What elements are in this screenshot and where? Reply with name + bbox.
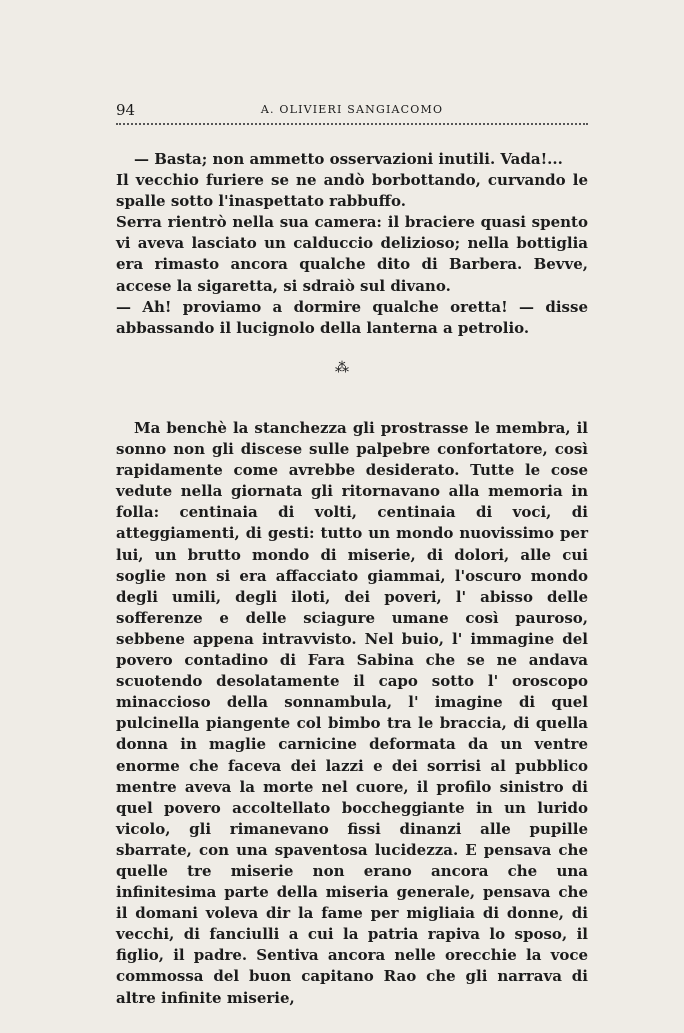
section-two-text: Ma benchè la stanchezza gli prostrasse le membra, il sonno non gli discese sulle palpebre confortatore, così rapidamente come avrebbe desiderato. Tutte le cose vedute nella giornata gli ritornavano alla memoria in folla: centinaia di volti, centinaia di voci, di atteggiamenti, di gesti: tutto un mondo nuovissimo per lui, un brutto mondo di miserie, di dolori, alle cui soglie non si era affacciato giammai, l'oscuro mondo degli umili, degli iloti, dei poveri, l' abisso delle sofferenze e delle sciagure umane così pauroso, sebbene appena intravvisto. Nel buio, l' immagine del povero contadino di Fara Sabina che se ne andava scuotendo desolatamente il capo sotto l' oroscopo minaccioso della sonnambula, l' imagine di quel pulcinella piangente col bimbo tra le braccia, di quella donna in maglie carnicine deformata da un ventre enorme che faceva dei lazzi e dei sorrisi al pubblico mentre aveva la morte nel cuore, il profilo sinistro di quel povero accoltellato boccheggiante in un lurido vicolo, gli rimanevano fissi dinanzi alle pupille sbarrate, con una spaventosa lucidezza. E pensava che quelle tre miserie non erano ancora che una infinitesima parte della miseria generale, pensava che il domani voleva dir la fame per migliaia di donne, di vecchi, di fanciulli a cui la patria rapiva lo sposo, il figlio, il padre. Sentiva ancora nelle orecchie la voce commossa del buon capitano Rao che gli narrava di altre infinite miserie,: [116, 419, 588, 1007]
section-break-asterism: ⁂: [335, 360, 349, 376]
section-one-text: — Basta; non ammetto osservazioni inutili. Vada!... Il vecchio furiere se ne andò borbottando, curvando le spalle sotto l'inaspettato rabbuffo. Serra rientrò nella sua camera: il braciere quasi spento vi aveva lasciato un calduccio delizioso; nella bottiglia era rimasto ancora qualche dito di Barbera. Bevve, accese la sigaretta, si sdraiò sul divano. — Ah! proviamo a dormire qualche oretta! — disse abbassando il lucignolo della lanterna a petrolio.: [116, 150, 588, 337]
running-title: A. OLIVIERI SANGIACOMO: [260, 103, 444, 116]
header-rule: [116, 123, 588, 125]
page-number: 94: [116, 101, 136, 119]
running-head: [116, 101, 588, 121]
